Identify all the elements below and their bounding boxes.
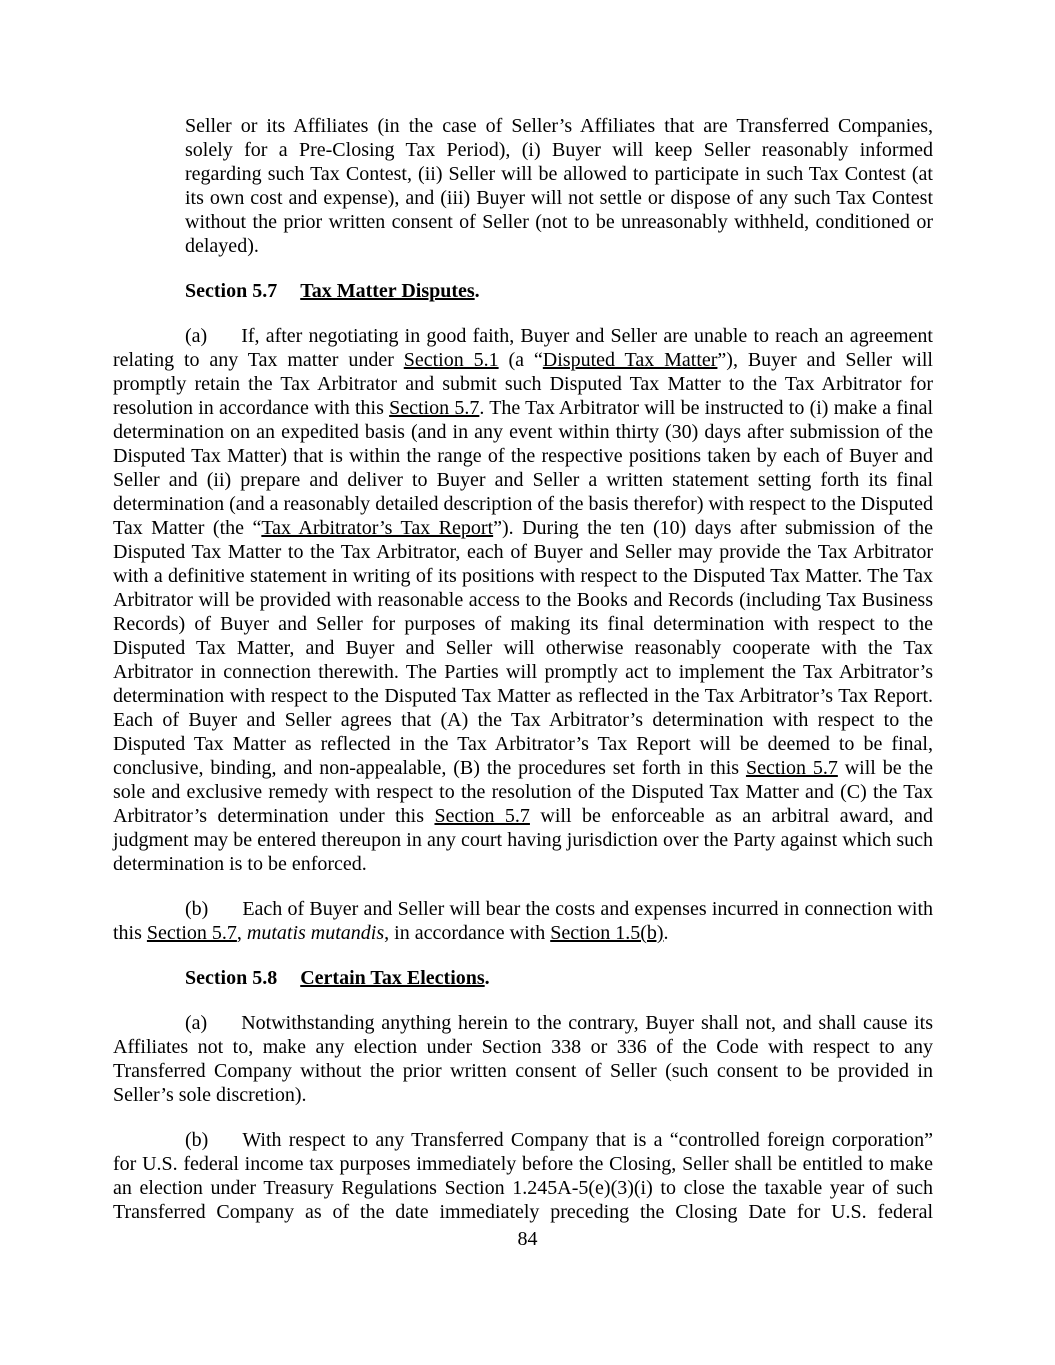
text-run: . The Tax Arbitrator will be instructed to (i) make a final determination on an expedited basis (and in any event within thirty (30) days after submission of the Disputed Tax Matter) that is within the range of the respective positions taken by each of Buyer and Seller and (ii) prepare and deliver to Buyer and Seller a written statement setting forth its final determination (and a reasonably detailed description of the basis therefor) with respect to the Disputed Tax Matter (the “ xyxy=(113,397,933,539)
text-run: Section 5.7 xyxy=(146,922,237,944)
text-run: Notwithstanding anything herein to the contrary, Buyer shall not, and shall cause its Affiliates not to, make any election under Section 338 or 336 of the Code with respect to any Transferred Company without the prior written consent of Seller (such consent to be provided in Seller’s sole discretion). xyxy=(113,1012,933,1106)
text-run: will be the sole and exclusive remedy with respect to the resolution of the Disputed Tax Matter and (C) the Tax Arbitrator’s determination under this xyxy=(113,757,933,827)
text-run: , in accordance with xyxy=(384,922,551,944)
text-run: will be enforceable as an arbitral award, and judgment may be entered thereupon in any court having jurisdiction over the Party against which such determination is to be enforced. xyxy=(113,805,933,875)
text-run: Section 5.8 xyxy=(185,967,278,989)
text-run: ”), Buyer and Seller will promptly retain the Tax Arbitrator and submit such Disputed Tax Matter to the Tax Arbitrator for resolution in accordance with this xyxy=(113,349,933,419)
text-run: . xyxy=(484,967,490,989)
section-heading-5-7 xyxy=(113,279,933,303)
text-run: Section 5.7 xyxy=(389,397,480,419)
text-run: Tax Arbitrator’s Tax Report xyxy=(261,517,494,539)
text-run: (a “ xyxy=(498,349,543,371)
text-run: . xyxy=(474,280,480,302)
text-run: Tax Matter Disputes xyxy=(300,280,475,302)
text-run: Section 5.7 xyxy=(745,757,838,779)
text-run: (b) xyxy=(185,898,209,920)
text-run: , xyxy=(236,922,247,944)
page-number: 84 xyxy=(517,1228,538,1250)
text-run: Seller or its Affiliates (in the case of Seller’s Affiliates that are Transferred Companies, solely for a Pre-Closing Tax Period), (i) Buyer will keep Seller reasonably informed regarding such Tax Contest, (ii) Seller will be allowed to participate in such Tax Contest (at its own cost and expense), and (iii) Buyer will not settle or dispose of any such Tax Contest without the prior written consent of Seller (not to be unreasonably withheld, conditioned or delayed). xyxy=(185,115,933,257)
text-run: Section 5.7 xyxy=(434,805,530,827)
text-run: (a) xyxy=(185,325,208,347)
text-run: Each of Buyer and Seller will bear the costs and expenses incurred in connection with this xyxy=(113,898,933,944)
paragraph-5-8-a xyxy=(113,1011,933,1107)
text-run: (b) xyxy=(185,1129,209,1151)
text-run: mutatis mutandis xyxy=(246,922,385,944)
text-run: . xyxy=(663,922,669,944)
paragraph-5-7-a xyxy=(113,324,933,876)
section-heading-5-8 xyxy=(113,966,933,990)
paragraph-5-7-b xyxy=(113,897,933,945)
carryover-blockquote xyxy=(185,114,933,258)
text-run: Certain Tax Elections xyxy=(300,967,485,989)
text-run: (a) xyxy=(185,1012,208,1034)
text-run: If, after negotiating in good faith, Buyer and Seller are unable to reach an agreement relating to any Tax matter under xyxy=(113,325,933,371)
text-run: Section 5.1 xyxy=(403,349,499,371)
document-body xyxy=(113,114,933,1245)
text-run: Disputed Tax Matter xyxy=(542,349,718,371)
paragraph-5-8-b xyxy=(113,1128,933,1224)
text-run: Section 1.5(b) xyxy=(550,922,664,944)
text-run: ”). During the ten (10) days after submission of the Disputed Tax Matter to the Tax Arbitrator, each of Buyer and Seller may provide the Tax Arbitrator with a definitive statement in writing of its positions with respect to the Disputed Tax Matter. The Tax Arbitrator will be provided with reasonable access to the Books and Records (including Tax Business Records) of Buyer and Seller for purposes of making its final determination with respect to the Disputed Tax Matter, and Buyer and Seller will otherwise reasonably cooperate with the Tax Arbitrator in connection therewith. The Parties will promptly act to implement the Tax Arbitrator’s determination with respect to the Disputed Tax Matter as reflected in the Tax Arbitrator’s Tax Report. Each of Buyer and Seller agrees that (A) the Tax Arbitrator’s determination with respect to the Disputed Tax Matter as reflected in the Tax Arbitrator’s Tax Report will be deemed to be final, conclusive, binding, and non-appealable, (B) the procedures set forth in this xyxy=(113,517,933,779)
text-run: Section 5.7 xyxy=(185,280,278,302)
text-run: With respect to any Transferred Company that is a “controlled foreign corporation” for U.S. federal income tax purposes immediately before the Closing, Seller shall be entitled to make an election under Treasury Regulations Section 1.245A-5(e)(3)(i) to close the taxable year of such Transferred Company as of the date immediately preceding the Closing Date for U.S. federal xyxy=(113,1129,933,1223)
